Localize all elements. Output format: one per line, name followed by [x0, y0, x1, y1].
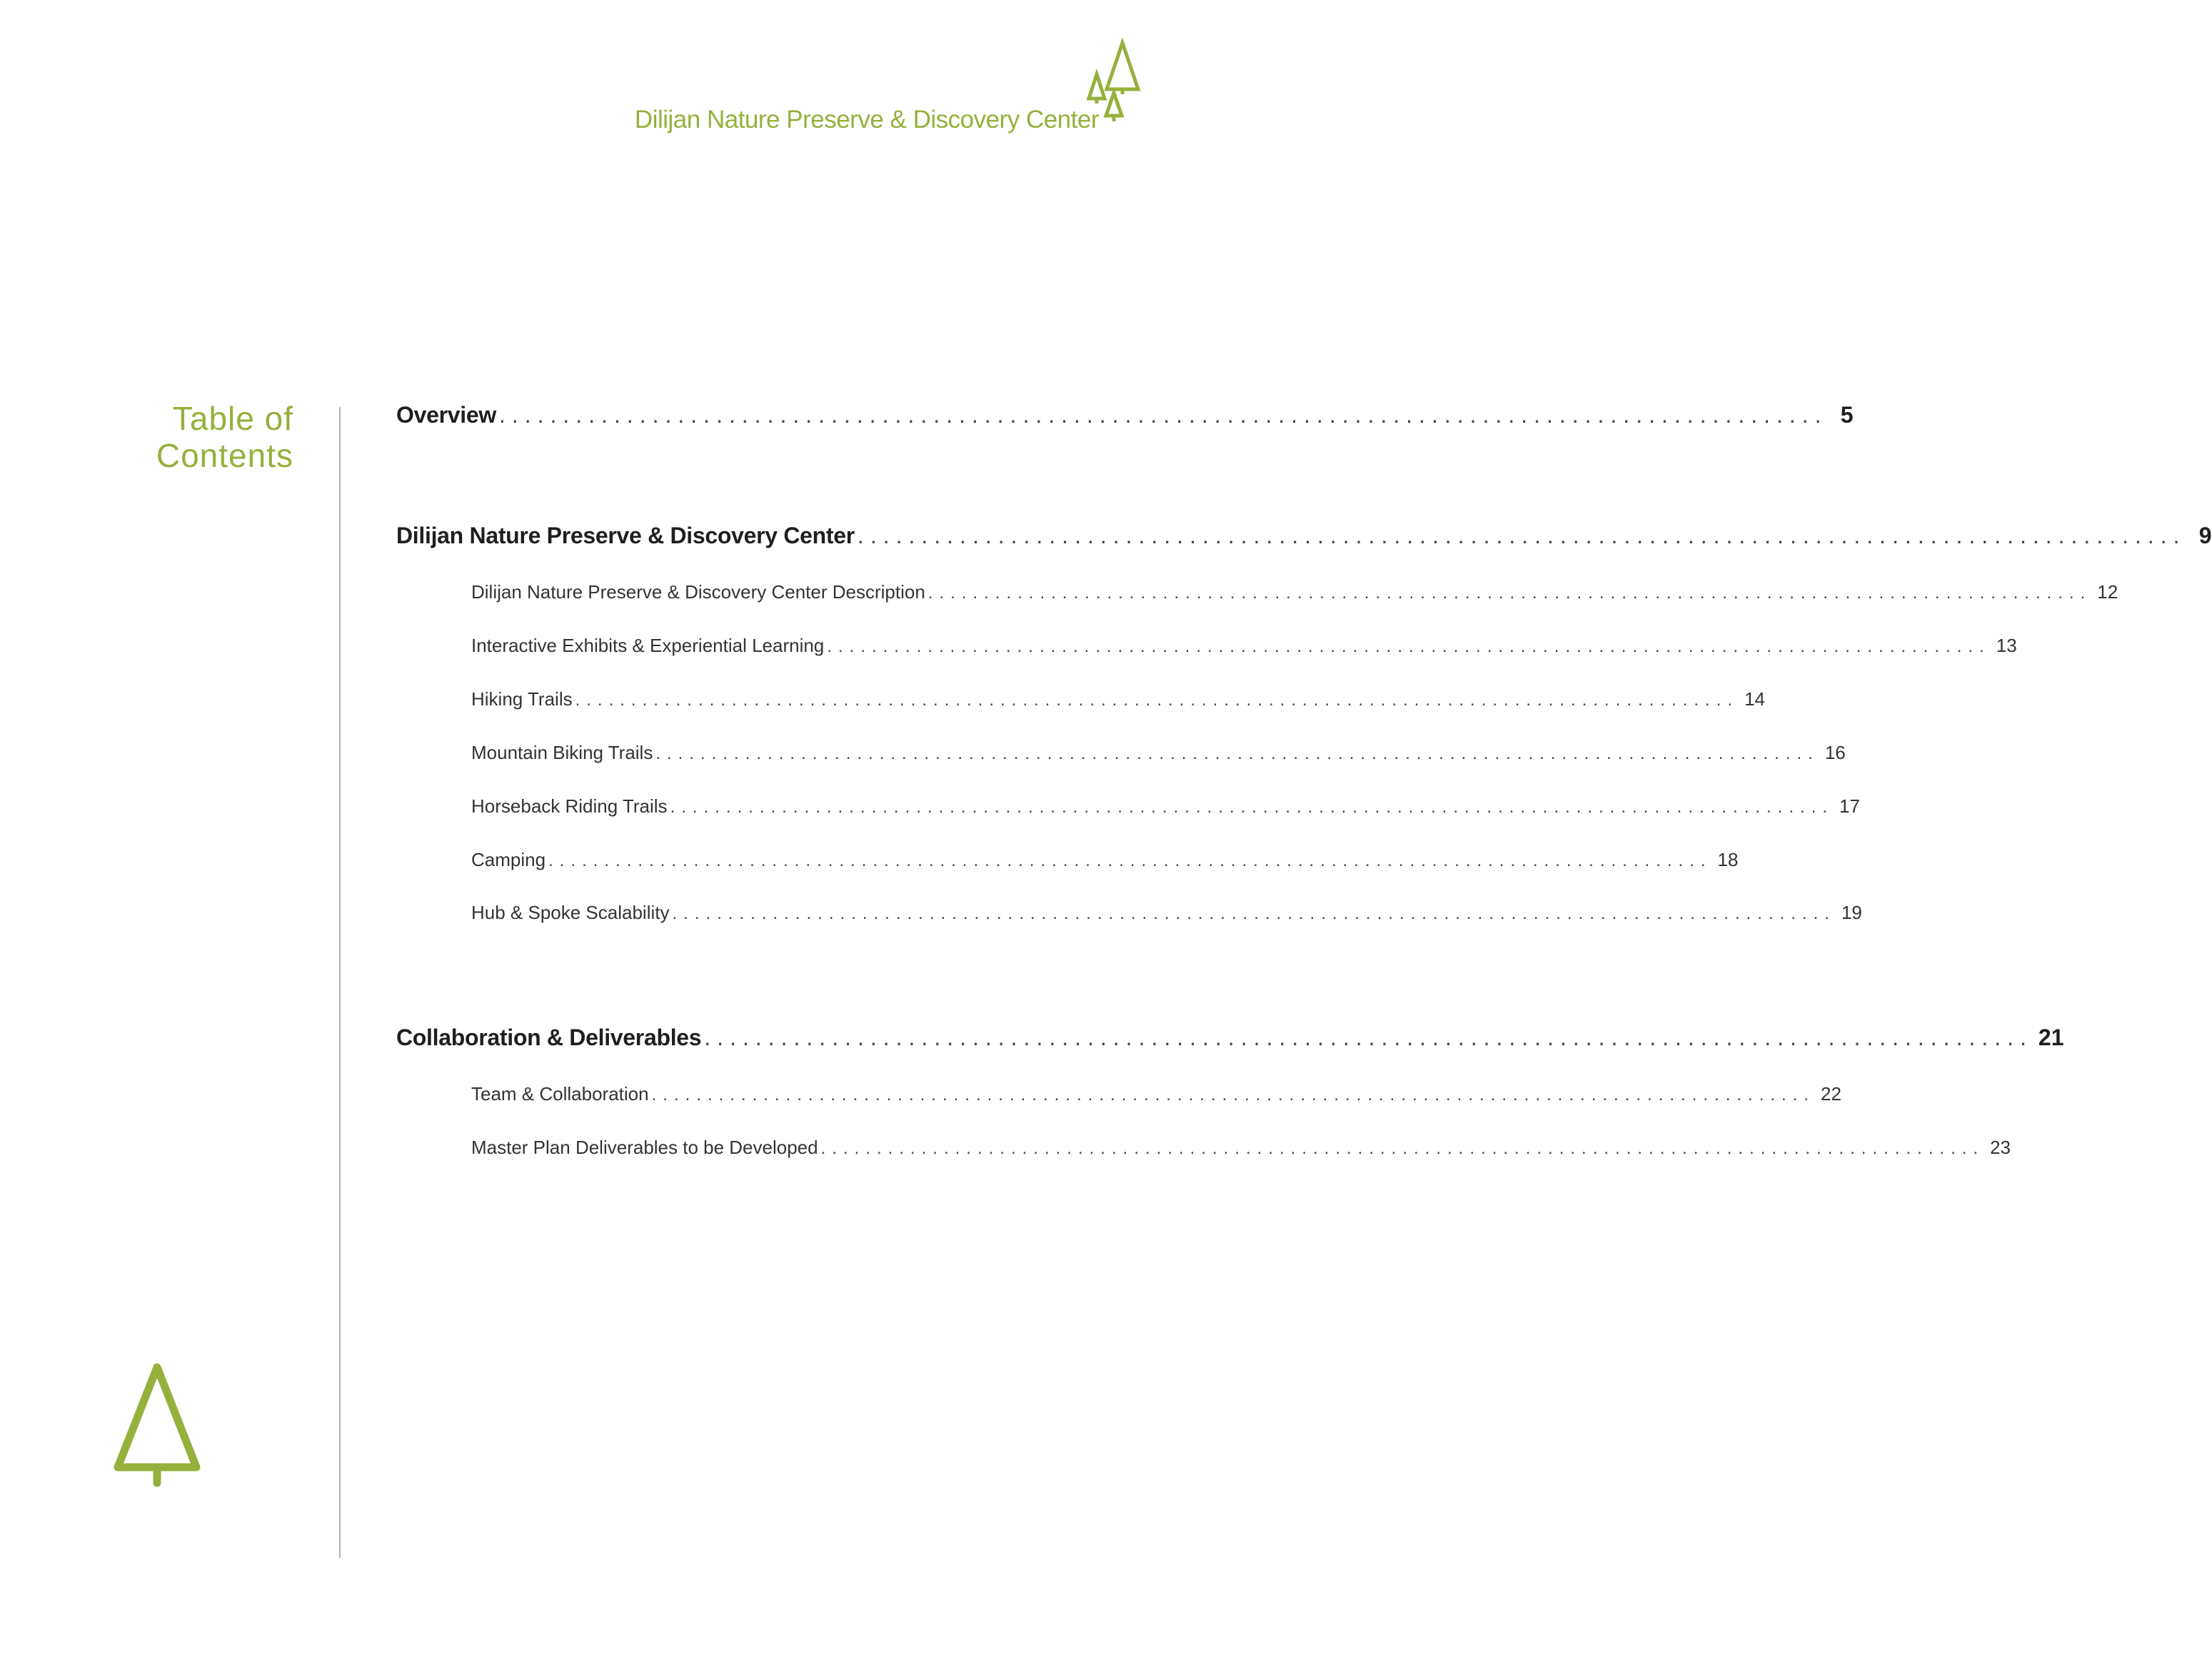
document-header-title: Dilijan Nature Preserve & Discovery Center	[634, 106, 1099, 134]
toc-subentry-hiking-trails[interactable]	[471, 688, 1765, 710]
dot-leader: ........................................................................................................	[548, 851, 1712, 870]
dot-leader: ........................................................................................................	[704, 1025, 2033, 1050]
dot-leader: ........................................................................................................	[575, 690, 1739, 710]
toc-subentry-page: 19	[1841, 902, 1862, 923]
dot-leader: ........................................................................................................	[651, 1085, 1816, 1105]
toc-subentry-interactive-exhibits[interactable]	[471, 635, 2017, 657]
dot-leader: ........................................................................................................	[670, 798, 1834, 817]
toc-subentry-label: Hiking Trails	[471, 688, 573, 710]
toc-subentry-hub-spoke[interactable]	[471, 902, 1862, 924]
toc-heading-line-2: Contents	[156, 437, 293, 474]
toc-entry-page: 5	[1840, 402, 1854, 428]
dot-leader: ........................................................................................................	[672, 904, 1836, 923]
toc-subentry-page: 22	[1821, 1083, 1841, 1105]
toc-subentry-label: Master Plan Deliverables to be Developed	[471, 1137, 818, 1158]
toc-heading-line-1: Table of	[172, 400, 293, 437]
toc-subentry-page: 16	[1824, 742, 1846, 763]
toc-entry-page: 21	[2038, 1025, 2064, 1050]
toc-subentry-team-collaboration[interactable]	[471, 1083, 1841, 1105]
toc-subentry-label: Camping	[471, 849, 546, 870]
dot-leader: ........................................................................................................	[857, 523, 2186, 548]
dot-leader: ........................................................................................................	[655, 744, 1819, 763]
vertical-divider	[339, 407, 341, 1558]
toc-subentry-page: 13	[1996, 635, 2017, 656]
tree-icon	[111, 1360, 203, 1492]
toc-entry-label: Collaboration & Deliverables	[396, 1025, 702, 1050]
toc-subentry-label: Team & Collaboration	[471, 1083, 649, 1105]
toc-entry-dilijan-nature-preserve[interactable]	[396, 523, 2212, 549]
toc-subentry-label: Dilijan Nature Preserve & Discovery Center Description	[471, 581, 925, 603]
toc-subentry-label: Hub & Spoke Scalability	[471, 902, 670, 923]
toc-subentry-mountain-biking[interactable]	[471, 742, 1846, 764]
toc-entry-label: Overview	[396, 402, 496, 428]
dot-leader: ........................................................................................................	[827, 637, 1991, 656]
toc-entry-overview[interactable]	[396, 402, 1854, 428]
toc-entry-page: 9	[2198, 523, 2212, 548]
toc-subentry-page: 17	[1839, 795, 1860, 817]
dot-leader: ........................................................................................................	[927, 583, 2092, 603]
toc-subentry-page: 23	[1990, 1137, 2011, 1158]
tree-cluster-icon	[1085, 37, 1157, 130]
toc-subentry-label: Interactive Exhibits & Experiential Learning	[471, 635, 825, 656]
toc-subentry-label: Mountain Biking Trails	[471, 742, 653, 763]
toc-entry-collaboration[interactable]	[396, 1025, 2064, 1051]
toc-heading	[156, 400, 293, 474]
toc-subentry-page: 18	[1717, 849, 1739, 870]
toc-subentry-horseback-riding[interactable]	[471, 795, 1860, 818]
toc-subentry-label: Horseback Riding Trails	[471, 795, 668, 817]
toc-subentry-camping[interactable]	[471, 849, 1739, 871]
dot-leader: ........................................................................................................	[820, 1139, 1985, 1158]
toc-subentry-page: 12	[2097, 581, 2118, 603]
dot-leader: ........................................................................................................	[498, 402, 1828, 428]
toc-subentry-master-plan[interactable]	[471, 1137, 2011, 1159]
toc-subentry-page: 14	[1744, 688, 1765, 710]
toc-subentry-description[interactable]	[471, 581, 2118, 603]
toc-entry-label: Dilijan Nature Preserve & Discovery Center	[396, 523, 855, 548]
